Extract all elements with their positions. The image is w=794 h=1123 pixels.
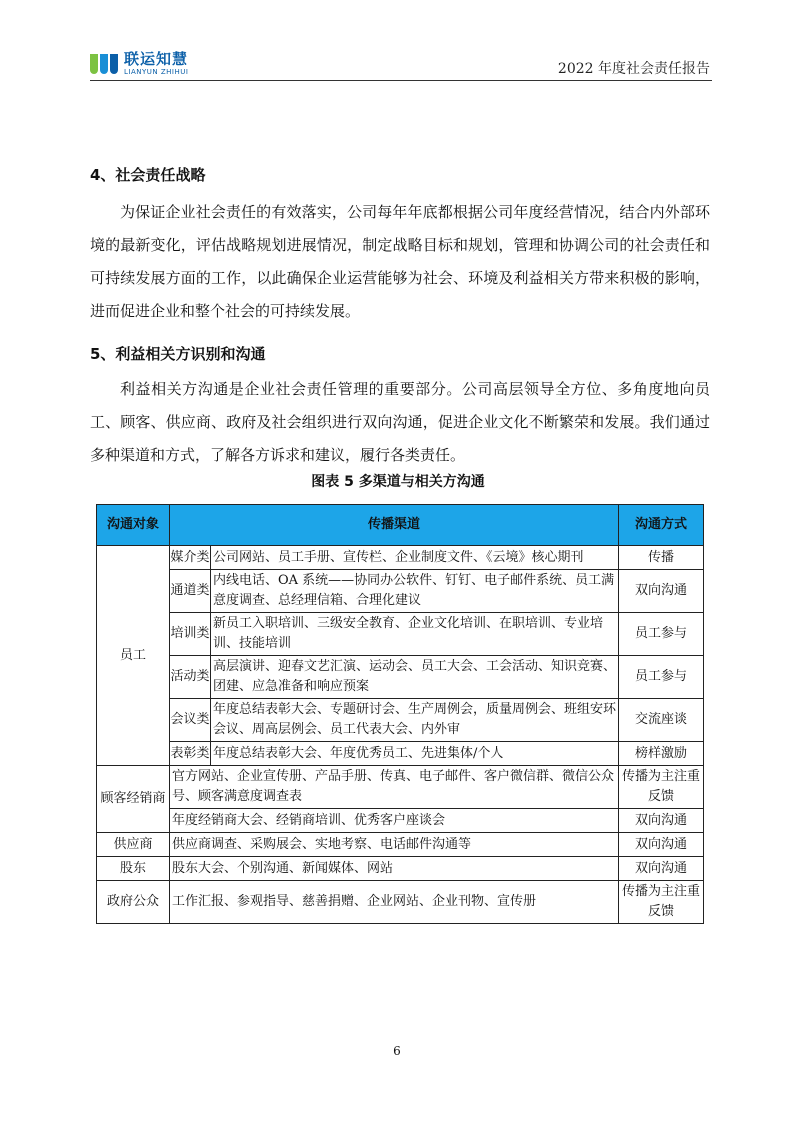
channel-type: 表彰类: [170, 742, 211, 766]
table-row: [97, 833, 704, 857]
logo-en-text: LIANYUN ZHIHUI: [124, 68, 189, 76]
section-4-heading: 4、社会责任战略: [90, 166, 206, 184]
table-row: [97, 570, 704, 613]
target-shareholder: 股东: [97, 857, 170, 881]
channel-cell: 新员工入职培训、三级安全教育、企业文化培训、在职培训、专业培训、技能培训: [211, 613, 619, 656]
section-4-paragraph: 为保证企业社会责任的有效落实，公司每年年底都根据公司年度经营情况，结合内外部环境的最新变化，评估战略规划进展情况，制定战略目标和规划，管理和协调公司的社会责任和可持续发展方面的工作，以此确保企业运营能够为社会、环境及利益相关方带来积极的影响，进而促进企业和整个社会的可持续发展。: [90, 203, 710, 320]
table-row: [97, 881, 704, 924]
method-cell: 双向沟通: [619, 833, 704, 857]
channel-type: 通道类: [170, 570, 211, 613]
report-title: 2022 年度社会责任报告: [557, 61, 710, 77]
header-channel: 传播渠道: [170, 505, 619, 546]
method-cell: 员工参与: [619, 656, 704, 699]
logo-cn-text: 联运知慧: [124, 50, 189, 68]
method-cell: 员工参与: [619, 613, 704, 656]
table-row: [97, 546, 704, 570]
table-row: [97, 857, 704, 881]
logo-mark-icon: [90, 52, 120, 76]
company-logo: [90, 52, 188, 76]
channel-type: 活动类: [170, 656, 211, 699]
stakeholder-communication-table: [96, 504, 704, 924]
channel-cell: 内线电话、OA 系统——协同办公软件、钉钉、电子邮件系统、员工满意度调查、总经理信箱、合理化建议: [211, 570, 619, 613]
channel-cell: 官方网站、企业宣传册、产品手册、传真、电子邮件、客户微信群、微信公众号、顾客满意度调查表: [170, 766, 619, 809]
table-row: [97, 656, 704, 699]
figure-title: 图表 5 多渠道与相关方沟通: [311, 474, 485, 490]
channel-cell: 股东大会、个别沟通、新闻媒体、网站: [170, 857, 619, 881]
channel-type: 会议类: [170, 699, 211, 742]
target-customer: 顾客经销商: [97, 766, 170, 833]
section-5-heading: 5、利益相关方识别和沟通: [90, 345, 266, 363]
section-5-paragraph: 利益相关方沟通是企业社会责任管理的重要部分。公司高层领导全方位、多角度地向员工、顾客、供应商、政府及社会组织进行双向沟通，促进企业文化不断繁荣和发展。我们通过多种渠道和方式，了解各方诉求和建议，履行各类责任。: [90, 380, 710, 464]
header-method: 沟通方式: [619, 505, 704, 546]
method-cell: 传播: [619, 546, 704, 570]
table-row: [97, 742, 704, 766]
method-cell: 双向沟通: [619, 857, 704, 881]
table-row: [97, 613, 704, 656]
channel-type: 培训类: [170, 613, 211, 656]
header-target: 沟通对象: [97, 505, 170, 546]
table-row: [97, 699, 704, 742]
channel-cell: 公司网站、员工手册、宣传栏、企业制度文件、《云境》核心期刊: [211, 546, 619, 570]
table-row: [97, 766, 704, 809]
channel-type: 媒介类: [170, 546, 211, 570]
page-number: 6: [393, 1044, 401, 1058]
page-header: [90, 50, 712, 81]
target-employee: 员工: [97, 546, 170, 766]
channel-cell: 高层演讲、迎春文艺汇演、运动会、员工大会、工会活动、知识竞赛、团建、应急准备和响应预案: [211, 656, 619, 699]
channel-cell: 供应商调查、采购展会、实地考察、电话邮件沟通等: [170, 833, 619, 857]
target-government: 政府公众: [97, 881, 170, 924]
method-cell: 交流座谈: [619, 699, 704, 742]
table-row: [97, 809, 704, 833]
method-cell: 传播为主注重反馈: [619, 766, 704, 809]
target-supplier: 供应商: [97, 833, 170, 857]
channel-cell: 年度总结表彰大会、年度优秀员工、先进集体/个人: [211, 742, 619, 766]
channel-cell: 年度经销商大会、经销商培训、优秀客户座谈会: [170, 809, 619, 833]
method-cell: 传播为主注重反馈: [619, 881, 704, 924]
method-cell: 双向沟通: [619, 809, 704, 833]
method-cell: 双向沟通: [619, 570, 704, 613]
channel-cell: 工作汇报、参观指导、慈善捐赠、企业网站、企业刊物、宣传册: [170, 881, 619, 924]
table-header-row: [97, 505, 704, 546]
channel-cell: 年度总结表彰大会、专题研讨会、生产周例会，质量周例会、班组安环会议、周高层例会、员工代表大会、内外审: [211, 699, 619, 742]
method-cell: 榜样激励: [619, 742, 704, 766]
